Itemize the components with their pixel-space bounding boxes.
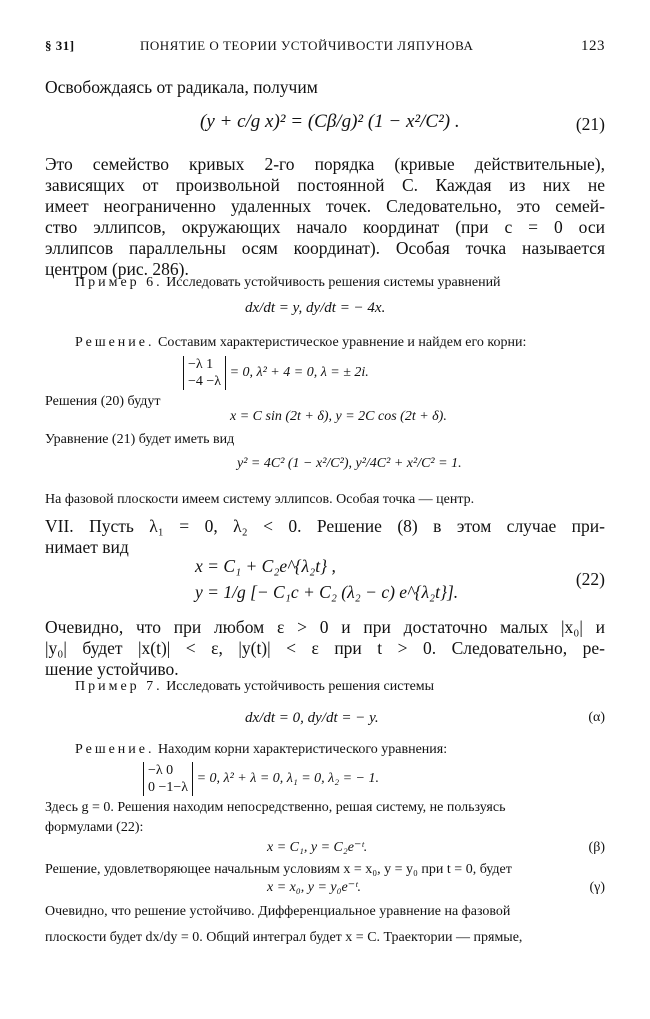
example-7-title: Пример 7. (75, 679, 163, 694)
det-row: −λ 1 (188, 357, 214, 372)
char-equation-7 (143, 762, 379, 796)
example-6-system: dx/dt = y, dy/dt = − 4x. (245, 300, 386, 316)
page-number: 123 (581, 38, 605, 54)
text-g-zero (45, 798, 505, 838)
case-7-intro (45, 516, 605, 558)
equation-22-x: x = C₁ + C₂e^{λ₂t} , (195, 556, 336, 576)
line: нимает вид (45, 537, 129, 557)
solutions-20: x = C sin (2t + δ), y = 2C cos (2t + δ). (230, 409, 447, 424)
text-phase-plane-6: На фазовой плоскости имеем систему эллипсов. Особая точка — центр. (45, 492, 475, 507)
example-7-system: dx/dt = 0, dy/dt = − y. (245, 710, 379, 726)
text-phase-plane-7: плоскости будет dx/dy = 0. Общий интеграл будет x = C. Траектории — прямые, (45, 930, 523, 945)
equation-21-specific: y² = 4C² (1 − x²/C²), y²/4C² + x²/C² = 1. (237, 456, 462, 471)
det-row: −4 −λ (188, 374, 222, 389)
solution-6-title: Решение. (75, 335, 155, 350)
example-6-text: Исследовать устойчивость решения системы уравнений (166, 275, 501, 290)
line: Очевидно, что при любом ε > 0 и при достаточно малых |x₀| и (45, 617, 605, 637)
line: формулами (22): (45, 820, 144, 835)
running-title: ПОНЯТИЕ О ТЕОРИИ УСТОЙЧИВОСТИ ЛЯПУНОВА (140, 38, 474, 53)
line: ство эллипсов, окружающих начало координат (при c = 0 оси (45, 217, 605, 237)
line: имеет неограниченно удаленных точек. Следовательно, это семей- (45, 196, 605, 216)
line: VII. Пусть λ₁ = 0, λ₂ < 0. Решение (8) в этом случае при- (45, 516, 605, 536)
equation-beta: x = C₁, y = C₂e⁻ᵗ. (267, 840, 368, 855)
equation-22-y: y = 1/g [− C₁c + C₂ (λ₂ − c) e^{λ₂t}]. (195, 582, 459, 602)
solution-7 (75, 740, 447, 760)
example-7 (75, 677, 434, 697)
line: зависящих от произвольной постоянной C. Каждая из них не (45, 175, 605, 195)
equation-gamma-number: (γ) (589, 880, 605, 895)
example-6-title: Пример 6. (75, 275, 163, 290)
det-row: −λ 0 (148, 763, 174, 778)
line: эллипсов параллельны осям координат). Особая точка называется (45, 238, 605, 258)
text-solutions-20: Решения (20) будут (45, 394, 161, 409)
solution-7-title: Решение. (75, 742, 155, 757)
solution-6-text: Составим характеристическое уравнение и найдем его корни: (158, 335, 527, 350)
text-initial-conditions: Решение, удовлетворяющее начальным условиям x = x₀, y = y₀ при t = 0, будет (45, 862, 512, 877)
determinant (183, 356, 226, 390)
char-equation-6-rest: = 0, λ² + 4 = 0, λ = ± 2i. (229, 365, 369, 381)
equation-gamma: x = x₀, y = y₀e⁻ᵗ. (267, 880, 361, 895)
equation-21-number: (21) (575, 114, 605, 134)
text-eq21-form: Уравнение (21) будет иметь вид (45, 432, 235, 447)
example-6 (75, 273, 501, 293)
equation-22-number: (22) (575, 569, 605, 589)
solution-7-text: Находим корни характеристического уравнения: (158, 742, 448, 757)
section-number: § 31] (45, 38, 75, 53)
char-equation-6 (183, 356, 369, 390)
line: |y₀| будет |x(t)| < ε, |y(t)| < ε при t > 0. Следовательно, ре- (45, 638, 605, 658)
determinant (143, 762, 193, 796)
text-stable-7: Очевидно, что решение устойчиво. Дифференциальное уравнение на фазовой (45, 904, 511, 919)
text-intro: Освобождаясь от радикала, получим (45, 77, 318, 97)
line: Здесь g = 0. Решения находим непосредственно, решая систему, не пользуясь (45, 800, 506, 815)
case-7-stability (45, 617, 605, 680)
equation-21: (y + c/g x)² = (Cβ/g)² (1 − x²/C²) . (200, 111, 460, 132)
page (45, 0, 605, 1019)
char-equation-7-rest: = 0, λ² + λ = 0, λ₁ = 0, λ₂ = − 1. (196, 771, 379, 787)
det-row: 0 −1−λ (148, 780, 189, 795)
example-7-text: Исследовать устойчивость решения системы (166, 679, 435, 694)
equation-beta-number: (β) (588, 840, 605, 855)
solution-6 (75, 333, 526, 353)
paragraph-ellipses (45, 154, 605, 280)
line: Это семейство кривых 2-го порядка (кривые действительные), (45, 154, 605, 174)
equation-alpha-number: (α) (588, 710, 605, 725)
line: центром (рис. 286). (45, 259, 189, 279)
line: шение устойчиво. (45, 659, 179, 679)
